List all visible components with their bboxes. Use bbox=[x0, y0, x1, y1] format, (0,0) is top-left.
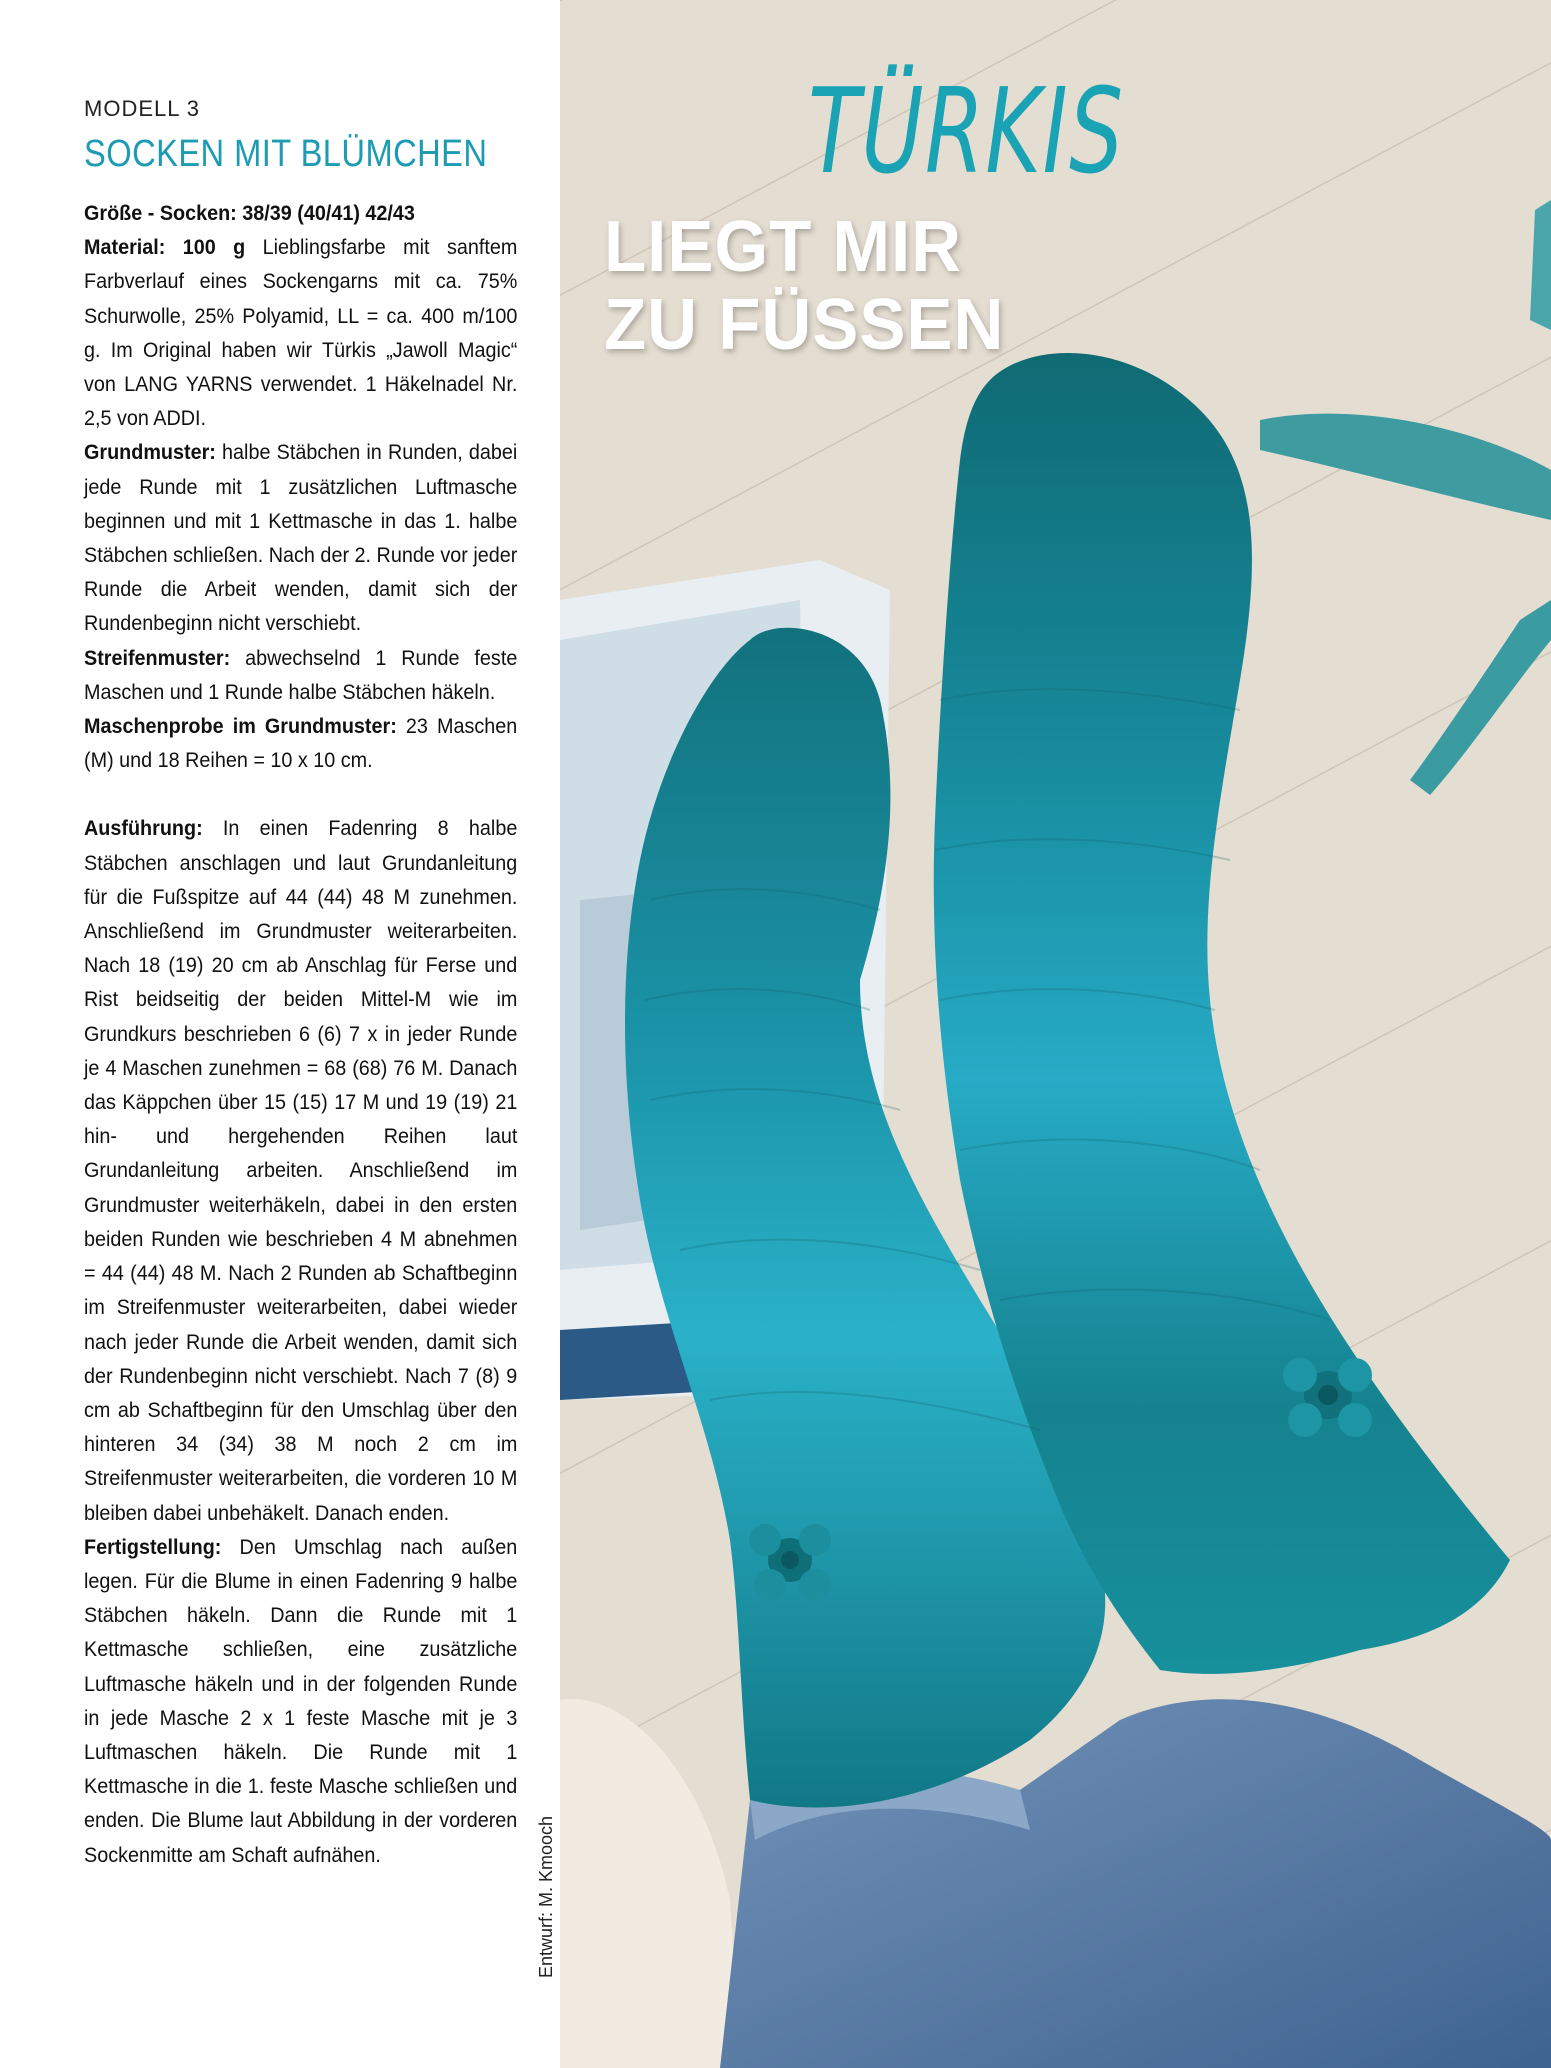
fertig-label: Fertigstellung: bbox=[84, 1534, 222, 1559]
grundmuster-text: halbe Stäbchen in Runden, dabei jede Runde mit 1 zusätzlichen Luftmasche beginnen und mit 1 Kettmasche in das 1. halbe Stäbchen schließen. Nach der 2. Runde vor jeder Runde die Arbeit wenden, damit sich der Rundenbeginn nicht verschiebt. bbox=[84, 440, 518, 636]
ausfuehrung-paragraph bbox=[84, 811, 517, 1529]
material-paragraph bbox=[84, 230, 517, 435]
streifen-paragraph bbox=[84, 641, 517, 709]
size-paragraph bbox=[84, 196, 517, 230]
grundmuster-label: Grundmuster: bbox=[84, 440, 216, 465]
fertig-paragraph bbox=[84, 1530, 517, 1872]
headline: TÜRKIS bbox=[808, 62, 1125, 200]
maschenprobe-label: Maschenprobe im Grundmuster: bbox=[84, 714, 397, 739]
text-column bbox=[0, 0, 560, 2068]
instructions bbox=[84, 196, 517, 1872]
subheadline-line-2: ZU FÜSSEN bbox=[604, 285, 1005, 365]
size-value: 38/39 (40/41) 42/43 bbox=[236, 201, 415, 225]
model-number: MODELL 3 bbox=[84, 96, 201, 121]
ausfuehrung-label: Ausführung: bbox=[84, 816, 203, 841]
subheadline bbox=[604, 208, 1004, 364]
material-label: Material: 100 g bbox=[84, 235, 246, 260]
pattern-title: SOCKEN MIT BLÜMCHEN bbox=[84, 133, 488, 175]
design-credit: Entwurf: M. Kmooch bbox=[536, 1815, 556, 1978]
maschenprobe-text: 23 Maschen (M) und 18 Reihen = 10 x 10 cm. bbox=[84, 714, 518, 773]
maschenprobe-paragraph bbox=[84, 709, 517, 777]
ausfuehrung-text: In einen Fadenring 8 halbe Stäbchen anschlagen und laut Grundanleitung für die Fußspitze auf 44 (44) 48 M zunehmen. Anschließend im Grundmuster weiterarbeiten. Nach 18 (19) 20 cm ab Anschlag für Ferse und Rist beidseitig der beiden Mittel-M wie im Grundkurs beschrieben 6 (6) 7 x in jeder Runde je 4 Maschen zunehmen = 68 (68) 76 M. Danach das Käppchen über 15 (15) 17 M und 19 (19) 21 hin- und hergehenden Reihen laut Grundanleitung arbeiten. Anschließend im Grundmuster weiterhäkeln, dabei in den ersten beiden Runden wie beschrieben 4 M abnehmen = 44 (44) 48 M. Nach 2 Runden ab Schaftbeginn im Streifenmuster weiterarbeiten, dabei wieder nach jeder Runde die Arbeit wenden, damit sich der Rundenbeginn nicht verschiebt. Nach 7 (8) 9 cm ab Schaftbeginn für den Umschlag über den hinteren 34 (34) 38 M noch 2 cm im Streifenmuster weiterarbeiten, die vorderen 10 M bleiben dabei unbehäkelt. Danach enden. bbox=[84, 816, 518, 1525]
streifen-label: Streifenmuster: bbox=[84, 645, 231, 670]
subheadline-line-1: LIEGT MIR bbox=[604, 207, 963, 287]
streifen-text: abwechselnd 1 Runde feste Maschen und 1 Runde halbe Stäbchen häkeln. bbox=[84, 645, 518, 704]
grundmuster-paragraph bbox=[84, 435, 517, 640]
fertig-text: Den Umschlag nach außen legen. Für die Blume in einen Fadenring 9 halbe Stäbchen häkeln. Dann die Runde mit 1 Kettmasche schließen, eine zusätzliche Luftmasche häkeln und in der folgenden Runde in jede Masche 2 x 1 feste Masche mit je 3 Luftmaschen häkeln. Die Runde mit 1 Kettmasche in die 1. feste Masche schließen und enden. Die Blume laut Abbildung in der vorderen Sockenmitte am Schaft aufnähen. bbox=[84, 1534, 518, 1867]
size-label: Größe - Socken: bbox=[84, 201, 237, 225]
material-text: Lieblingsfarbe mit sanftem Farbverlauf eines Sockengarns mit ca. 75% Schurwolle, 25% Polyamid, LL = ca. 400 m/100 g. Im Original haben wir Türkis „Jawoll Magic“ von LANG YARNS verwendet. 1 Häkelnadel Nr. 2,5 von ADDI. bbox=[84, 235, 518, 431]
